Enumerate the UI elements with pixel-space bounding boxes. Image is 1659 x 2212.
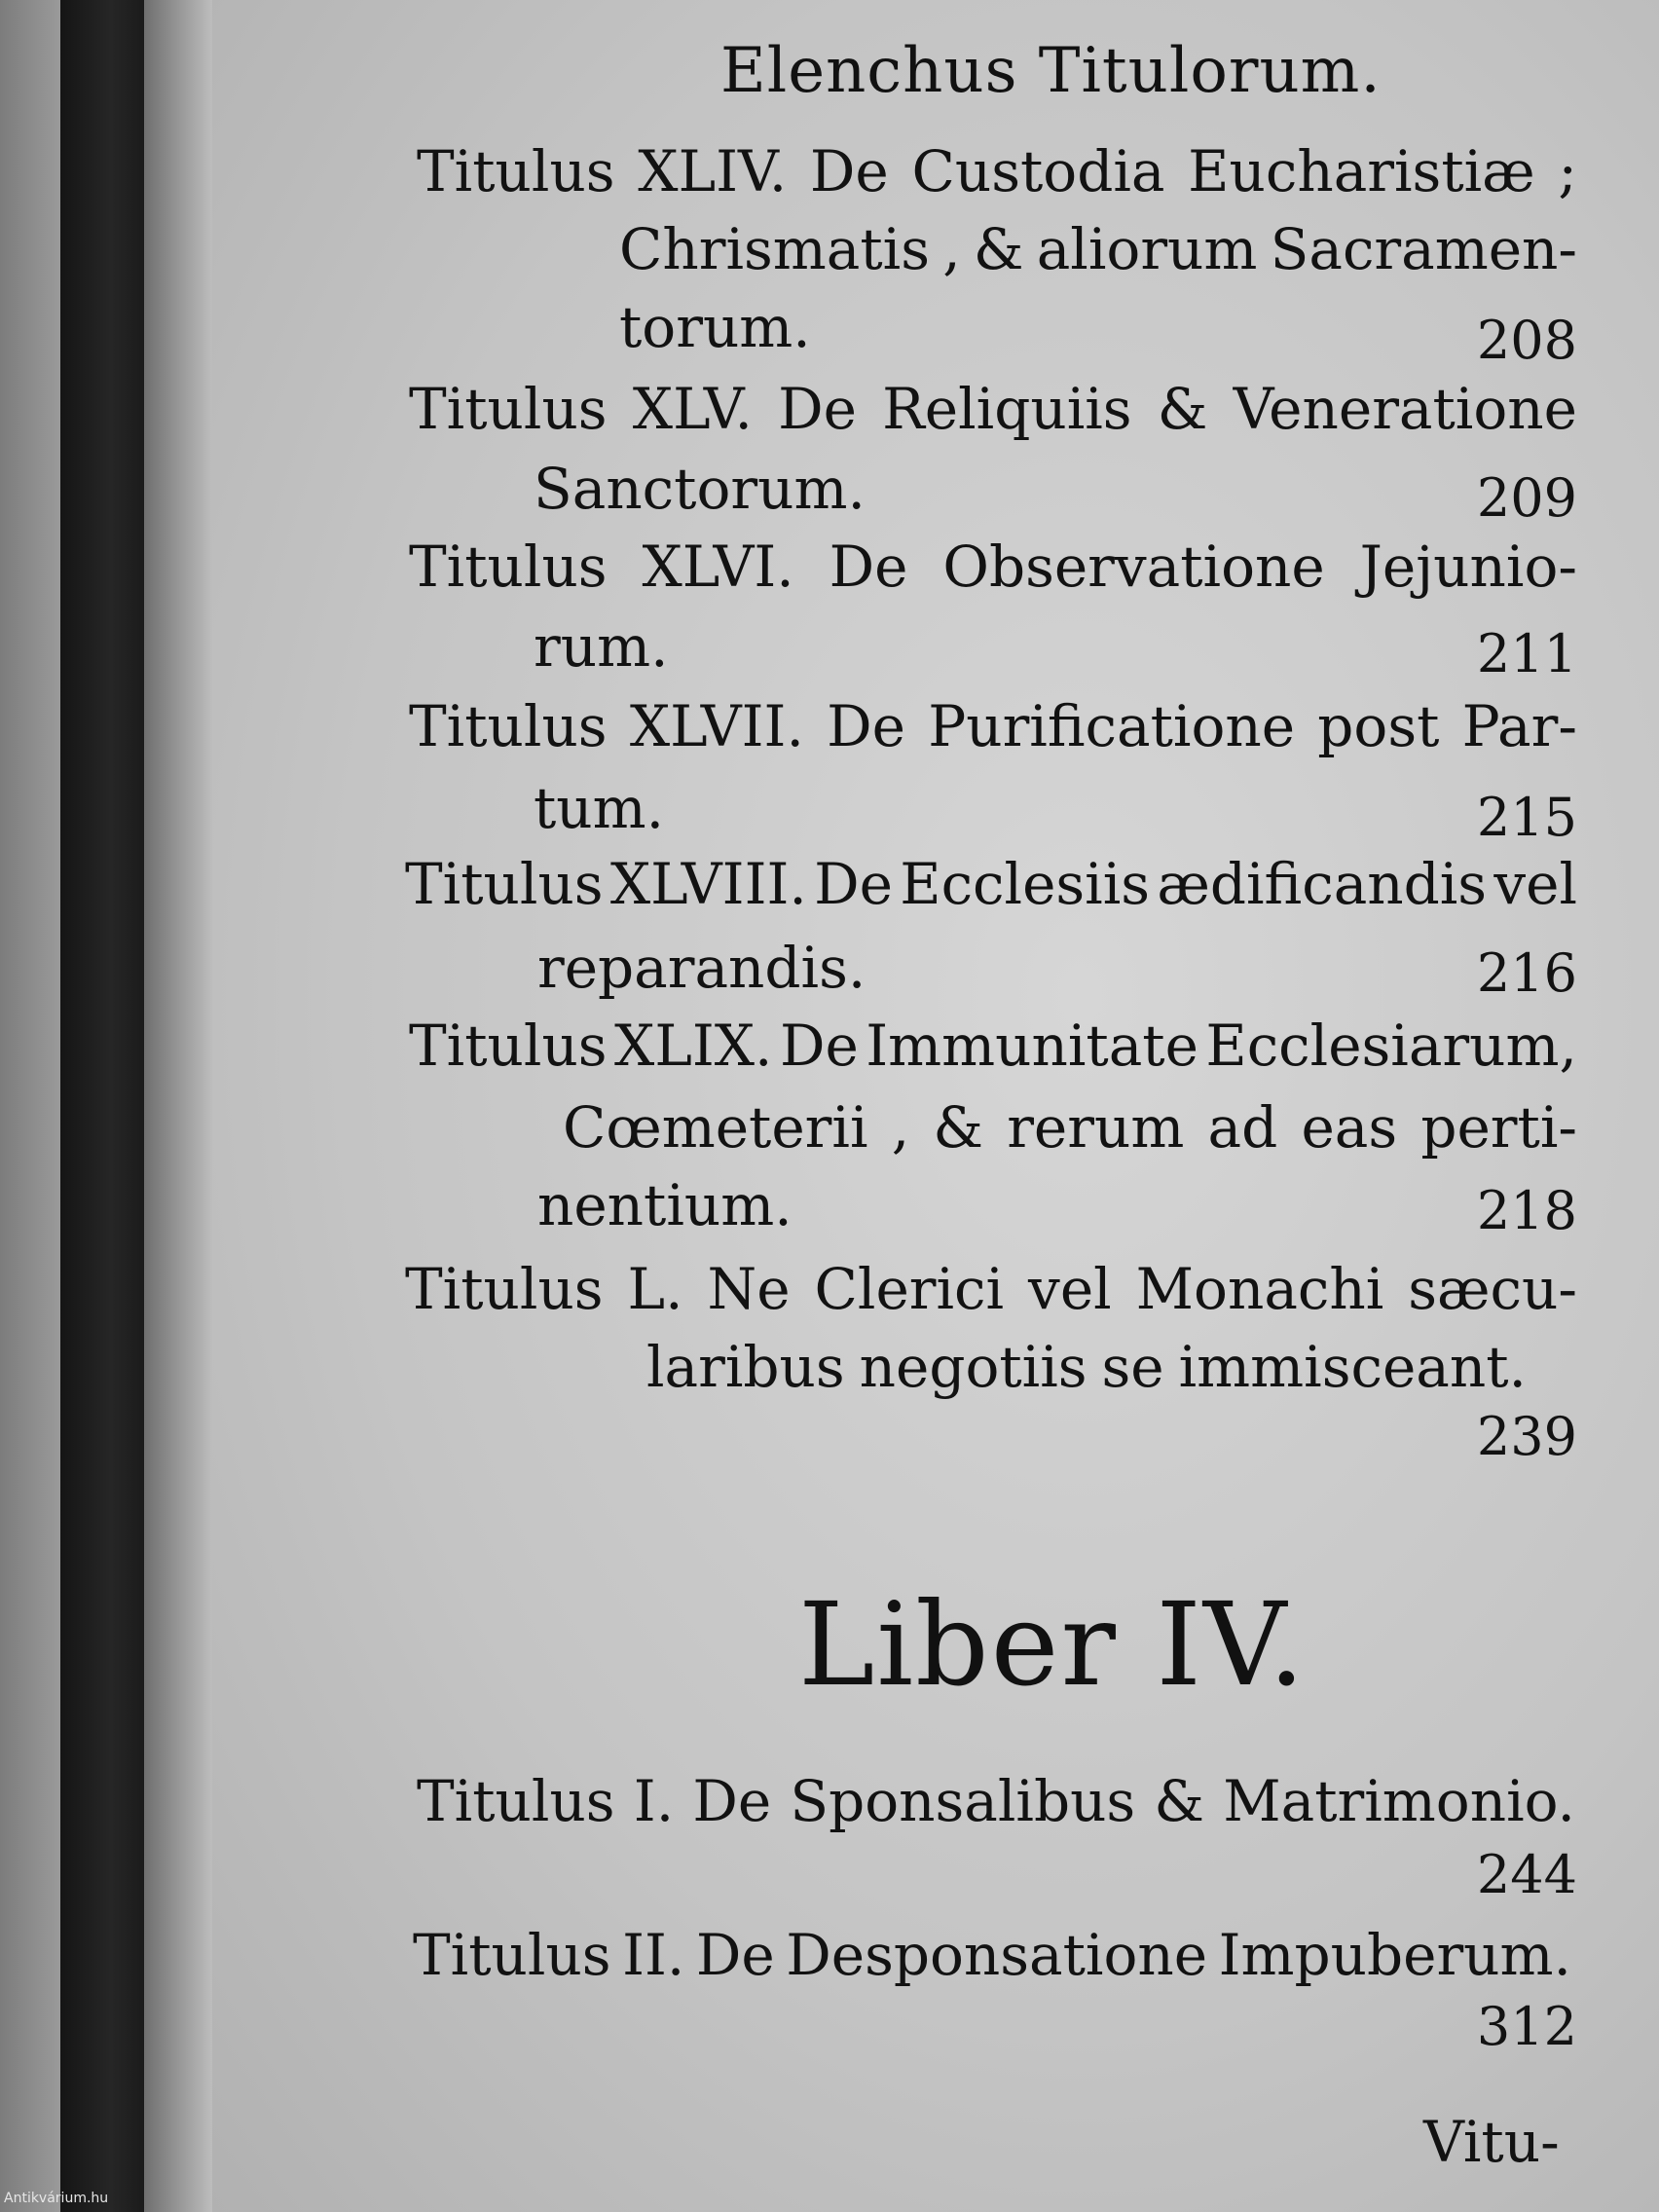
entry-44-line-3: torum. xyxy=(619,294,811,360)
entry-47-line-2: tum. xyxy=(534,775,665,841)
page-number: 244 xyxy=(1476,1844,1577,1905)
page-number: 215 xyxy=(1476,787,1577,848)
entry-50-line-2: laribus negotiis se immisceant. xyxy=(646,1334,1527,1400)
entry-45-line-2: Sanctorum. xyxy=(534,456,866,522)
entry-44-line-1: Titulus XLIV. De Custodia Eucharistiæ ; xyxy=(417,138,1577,204)
liber-entry-2: Titulus II. De Desponsatione Impuberum. xyxy=(413,1922,1571,1988)
entry-45-line-1: Titulus XLV. De Reliquiis & Veneratione xyxy=(409,376,1577,442)
entry-44-line-2: Chrismatis , & aliorum Sacramen- xyxy=(619,216,1577,282)
page-number: 211 xyxy=(1476,623,1577,684)
page-number: 209 xyxy=(1476,467,1577,529)
page-edge xyxy=(0,0,60,2212)
liber-entry-1: Titulus I. De Sponsalibus & Matrimonio. xyxy=(417,1768,1575,1834)
page-number: 208 xyxy=(1476,310,1577,371)
gutter-shadow xyxy=(144,0,212,2212)
running-header: Elenchus Titulorum. xyxy=(720,35,1382,107)
entry-47-line-1: Titulus XLVII. De Purificatione post Par- xyxy=(409,693,1577,759)
page-number: 216 xyxy=(1476,942,1577,1004)
watermark: Antikvárium.hu xyxy=(4,2191,109,2206)
entry-46-line-1: Titulus XLVI. De Observatione Jejunio- xyxy=(409,534,1577,600)
page-number: 312 xyxy=(1476,1996,1577,2057)
book-spine xyxy=(60,0,144,2212)
entry-49-line-3: nentium. xyxy=(537,1172,793,1238)
entry-49-line-1: Titulus XLIX. De Immunitate Ecclesiarum, xyxy=(409,1013,1577,1079)
entry-49-line-2: Cœmeterii , & rerum ad eas perti- xyxy=(563,1094,1577,1161)
catchword: Vitu- xyxy=(1423,2109,1560,2175)
page-number: 218 xyxy=(1476,1180,1577,1241)
page-number: 239 xyxy=(1476,1406,1577,1467)
entry-46-line-2: rum. xyxy=(534,613,669,680)
entry-48-line-1: Titulus XLVIII. De Ecclesiis ædificandis vel xyxy=(405,851,1577,917)
entry-48-line-2: reparandis. xyxy=(537,935,866,1001)
entry-50-line-1: Titulus L. Ne Clerici vel Monachi sæcu- xyxy=(405,1256,1577,1322)
book-heading: Liber IV. xyxy=(798,1577,1308,1712)
